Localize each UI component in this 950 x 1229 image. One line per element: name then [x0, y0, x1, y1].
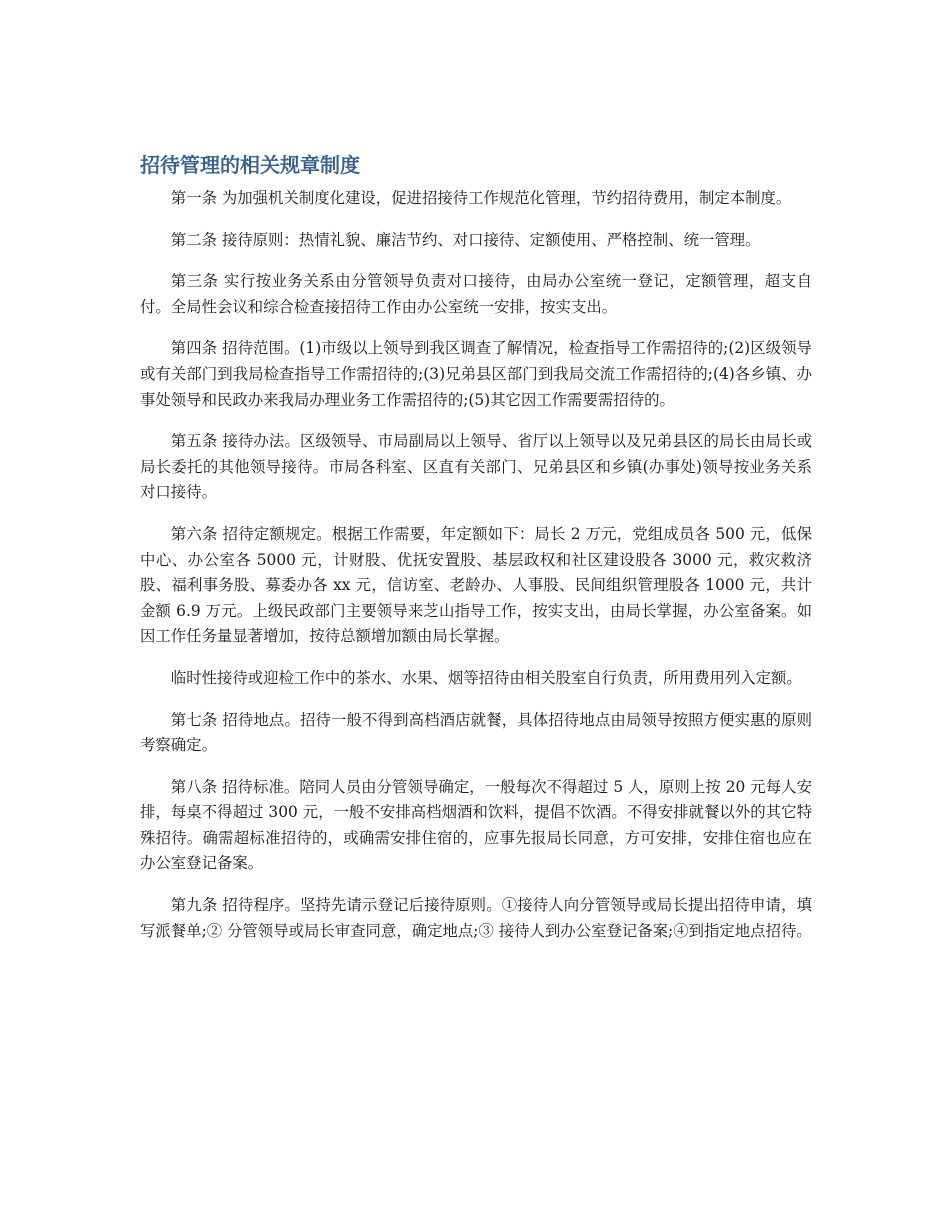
document-body	[140, 150, 812, 960]
article-4-paragraph: 第四条 招待范围。(1)市级以上领导到我区调查了解情况，检查指导工作需招待的;(2)区级领导或有关部门到我局检查指导工作需招待的;(3)兄弟县区部门到我局交流工作需招待的;(4)各乡镇、办事处领导和民政办来我局办理业务工作需招待的;(5)其它因工作需要需招待的。	[140, 339, 812, 409]
article-5-paragraph: 第五条 接待办法。区级领导、市局副局以上领导、省厅以上领导以及兄弟县区的局长由局长或局长委托的其他领导接待。市局各科室、区直有关部门、兄弟县区和乡镇(办事处)领导按业务关系对口接待。	[140, 432, 812, 502]
article-7-paragraph: 第七条 招待地点。招待一般不得到高档酒店就餐，具体招待地点由局领导按照方便实惠的原则考察确定。	[140, 710, 812, 755]
article-6-paragraph: 第六条 招待定额规定。根据工作需要，年定额如下：局长 2 万元，党组成员各 500 元，低保中心、办公室各 5000 元，计财股、优抚安置股、基层政权和社区建设股各 3000 元，救灾救济股、福利事务股、募委办各 xx 元，信访室、老龄办、人事股、民间组织管理股各 1000 元，共计金额 6.9 万元。上级民政部门主要领导来芝山指导工作，按实支出，由局长掌握，办公室备案。如因工作任务量显著增加，按待总额增加额由局长掌握。	[140, 524, 812, 646]
temporary-reception-paragraph: 临时性接待或迎检工作中的茶水、水果、烟等招待由相关股室自行负责，所用费用列入定额。	[170, 668, 802, 687]
article-9-paragraph: 第九条 招待程序。坚持先请示登记后接待原则。①接待人向分管领导或局长提出招待申请，填写派餐单;② 分管领导或局长审查同意，确定地点;③ 接待人到办公室登记备案;④到指定地点招待。	[140, 896, 812, 940]
article-3-paragraph: 第三条 实行按业务关系由分管领导负责对口接待，由局办公室统一登记，定额管理，超支自付。全局性会议和综合检查接招待工作由办公室统一安排，按实支出。	[140, 272, 812, 316]
article-8-paragraph: 第八条 招待标准。陪同人员由分管领导确定，一般每次不得超过 5 人，原则上按 20 元每人安排，每桌不得超过 300 元，一般不安排高档烟酒和饮料，提倡不饮酒。不得安排就餐以外的其它特殊招待。确需超标准招待的，或确需安排住宿的，应事先报局长同意，方可安排，安排住宿也应在办公室登记备案。	[140, 777, 812, 873]
document-title: 招待管理的相关规章制度	[140, 153, 360, 177]
article-2-paragraph: 第二条 接待原则：热情礼貌、廉洁节约、对口接待、定额使用、严格控制、统一管理。	[170, 230, 761, 249]
article-1-paragraph: 第一条 为加强机关制度化建设，促进招接待工作规范化管理，节约招待费用，制定本制度。	[170, 189, 792, 207]
